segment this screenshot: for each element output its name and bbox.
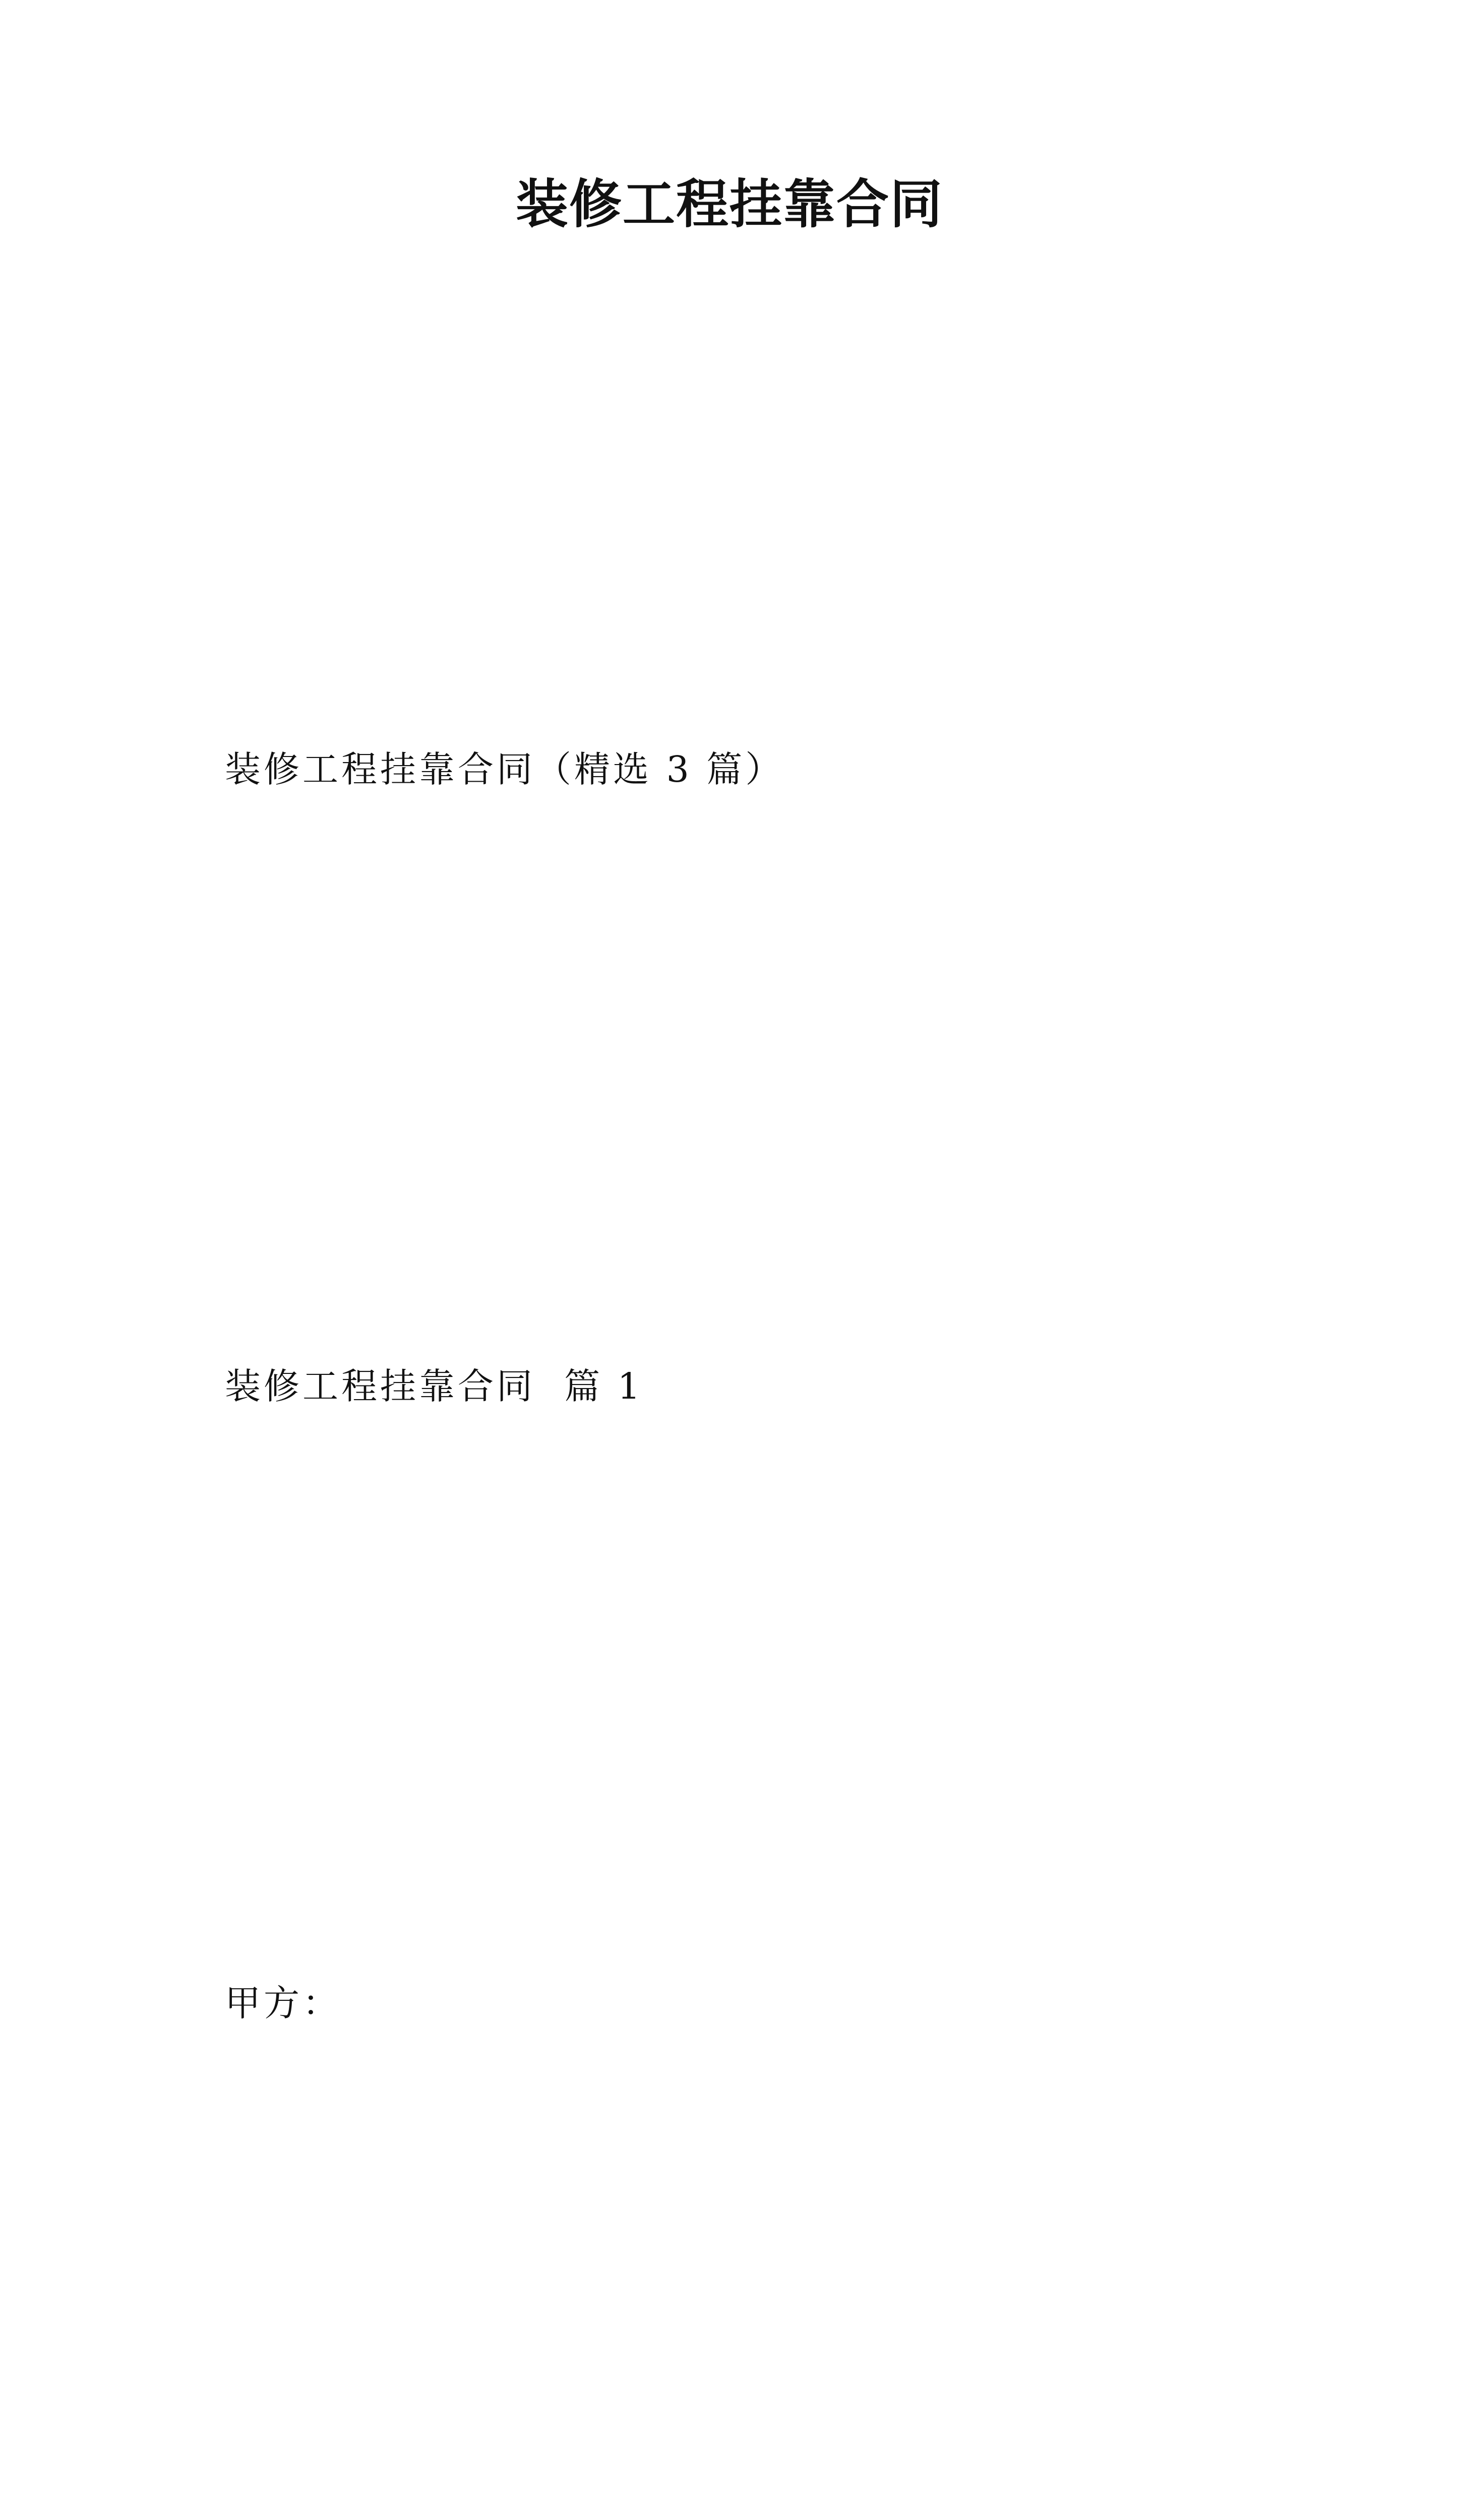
- text-line: 装修工程挂靠合同（精选 3 篇）: [225, 748, 784, 790]
- text-line: 甲方：: [225, 1982, 342, 2024]
- subtitle-paragraph: [225, 577, 1400, 962]
- text-line: 装修工程挂靠合同 篇 1: [225, 1365, 643, 1407]
- document-body: [225, 345, 1400, 2520]
- party-a-label: [225, 1810, 1400, 2196]
- party-b-label: [225, 2427, 1400, 2520]
- section-heading: [225, 1193, 1400, 1579]
- document-title: 装修工程挂靠合同: [515, 173, 943, 235]
